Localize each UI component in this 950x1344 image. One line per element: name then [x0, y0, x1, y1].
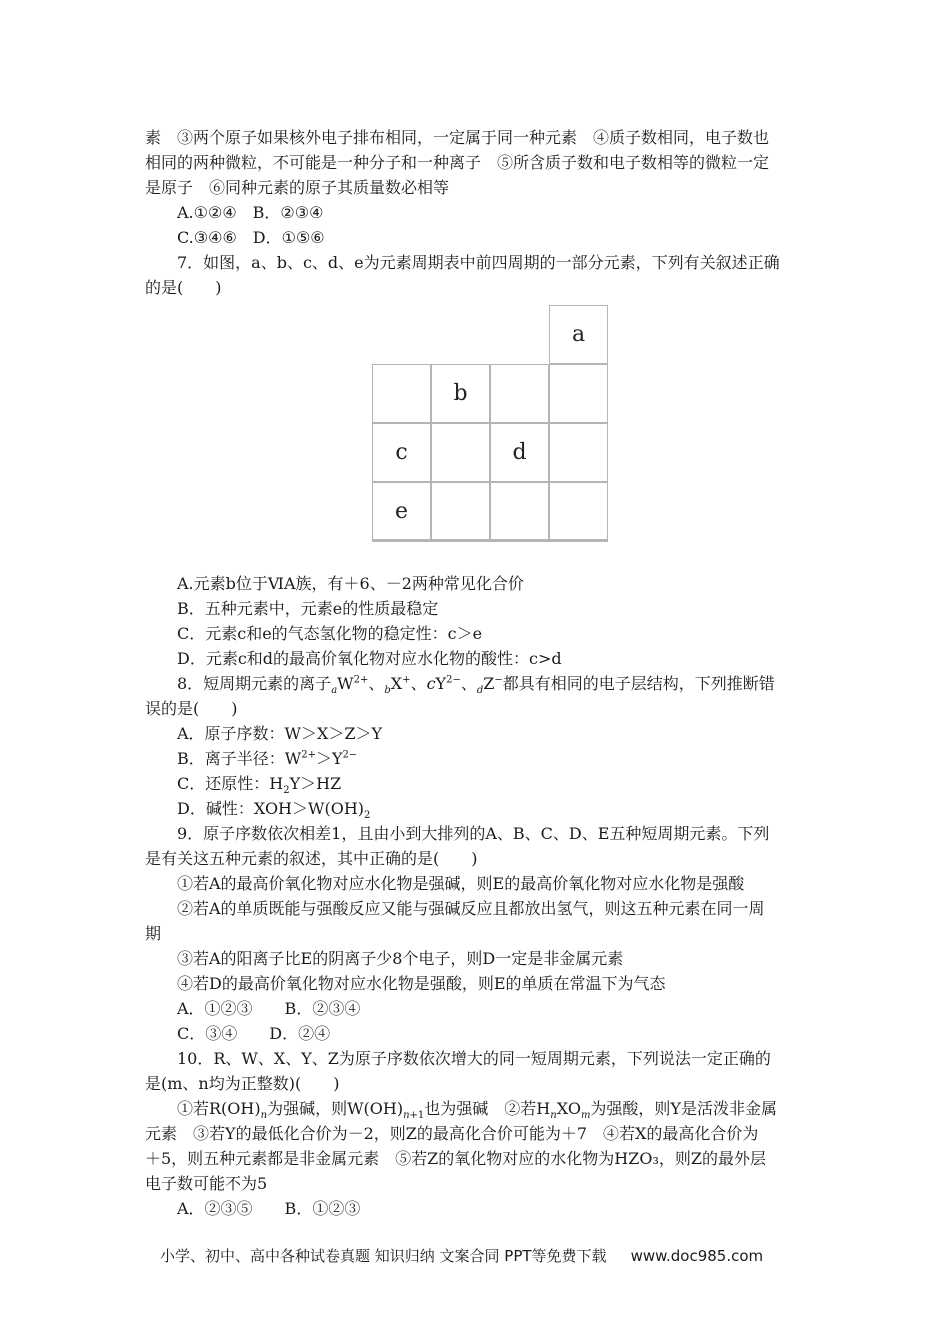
q9-statement-4: ④若D的最高价氧化物对应水化物是强酸，则E的单质在常温下为气态: [177, 974, 666, 993]
cell-a: a: [549, 305, 608, 364]
footer-text: 小学、初中、高中各种试卷真题 知识归纳 文案合同 PPT等免费下载: [160, 1247, 607, 1265]
q9-stem-line2: 是有关这五种元素的叙述，其中正确的是( ): [145, 849, 478, 868]
cell-empty: [372, 364, 431, 423]
cell-empty: [431, 482, 490, 541]
q8-option-a: A．原子序数：W＞X＞Z＞Y: [177, 724, 383, 743]
q9-stem-line1: 9．原子序数依次相差1，且由小到大排列的A、B、C、D、E五种短周期元素。下列: [177, 824, 770, 843]
q9-statement-2-cont: 期: [145, 924, 162, 943]
q10-statement-line3: ＋5，则五种元素都是非金属元素 ⑤若Z的氧化物对应的水化物为HZO₃，则Z的最外层: [145, 1149, 767, 1168]
table-bottom-rule: [372, 539, 608, 542]
cell-empty: [549, 364, 608, 423]
cell-empty: [431, 423, 490, 482]
q8-option-b: B．离子半径：$W^{2+}>Y^{2-}$: [177, 749, 358, 768]
q6-line2: 相同的两种微粒，不可能是一种分子和一种离子 ⑤所含质子数和电子数相等的微粒一定: [145, 153, 770, 172]
cell-e: e: [372, 482, 431, 541]
q8-option-c: C．还原性：$H_2Y>HZ$: [177, 774, 342, 797]
q8-stem-line1: 8．短周期元素的离子$_aW^{2+}$、$_b$X+、$cY^{2-}$、$_d$Z−都具有相同的电子层结构，下列推断错: [177, 674, 775, 696]
periodic-table-fragment: [372, 305, 608, 541]
page-footer: [160, 1245, 763, 1266]
q8-stem-line2: 误的是( ): [145, 699, 238, 718]
q10-statement-line4: 电子数可能不为5: [145, 1174, 268, 1193]
q7-option-c: C．元素c和e的气态氢化物的稳定性：c＞e: [177, 624, 483, 643]
cell-d: d: [490, 423, 549, 482]
q9-statement-2: ②若A的单质既能与强酸反应又能与强碱反应且都放出氢气，则这五种元素在同一周: [177, 899, 765, 918]
q10-options-ab: A．②③⑤ B．①②③: [177, 1199, 361, 1218]
q10-stem-line2: 是(m、n均为正整数)( ): [145, 1074, 340, 1093]
cell-c: c: [372, 423, 431, 482]
cell-empty: [490, 482, 549, 541]
q7-option-b: B．五种元素中，元素e的性质最稳定: [177, 599, 439, 618]
cell-b: b: [431, 364, 490, 423]
q7-stem-line2: 的是( ): [145, 278, 222, 297]
q6-line3: 是原子 ⑥同种元素的原子其质量数必相等: [145, 178, 450, 197]
q7-stem-line1: 7．如图，a、b、c、d、e为元素周期表中前四周期的一部分元素，下列有关叙述正确: [177, 253, 780, 272]
q10-stem-line1: 10．R、W、X、Y、Z为原子序数依次增大的同一短周期元素，下列说法一定正确的: [177, 1049, 771, 1068]
cell-empty: [490, 364, 549, 423]
q9-statement-3: ③若A的阳离子比E的阴离子少8个电子，则D一定是非金属元素: [177, 949, 624, 968]
q9-options-ab: A．①②③ B．②③④: [177, 999, 361, 1018]
q6-line1: 素 ③两个原子如果核外电子排布相同，一定属于同一种元素 ④质子数相同，电子数也: [145, 128, 770, 147]
cell-empty: [549, 482, 608, 541]
cell-empty: [549, 423, 608, 482]
q9-statement-1: ①若A的最高价氧化物对应水化物是强碱，则E的最高价氧化物对应水化物是强酸: [177, 874, 745, 893]
q10-statement-line2: 元素 ③若Y的最低化合价为－2，则Z的最高化合价可能为＋7 ④若X的最高化合价为: [145, 1124, 759, 1143]
q6-options-cd: C.③④⑥ D．①⑤⑥: [177, 228, 325, 247]
q7-option-d: D．元素c和d的最高价氧化物对应水化物的酸性：c>d: [177, 649, 562, 668]
q7-option-a: A.元素b位于ⅥA族，有＋6、－2两种常见化合价: [177, 574, 524, 593]
footer-url[interactable]: www.doc985.com: [630, 1247, 764, 1265]
q6-options-ab: A.①②④ B．②③④: [177, 203, 324, 222]
q9-options-cd: C．③④ D．②④: [177, 1024, 331, 1043]
q8-option-d: D．碱性：$XOH>W(OH)_2$: [177, 799, 371, 822]
q10-statement-line1: ①若$R(OH)_n$为强碱，则$W(OH)_{n+1}$也为强碱 ②若$H_nXO_m$为强酸，则Y是活泼非金属: [177, 1099, 777, 1122]
